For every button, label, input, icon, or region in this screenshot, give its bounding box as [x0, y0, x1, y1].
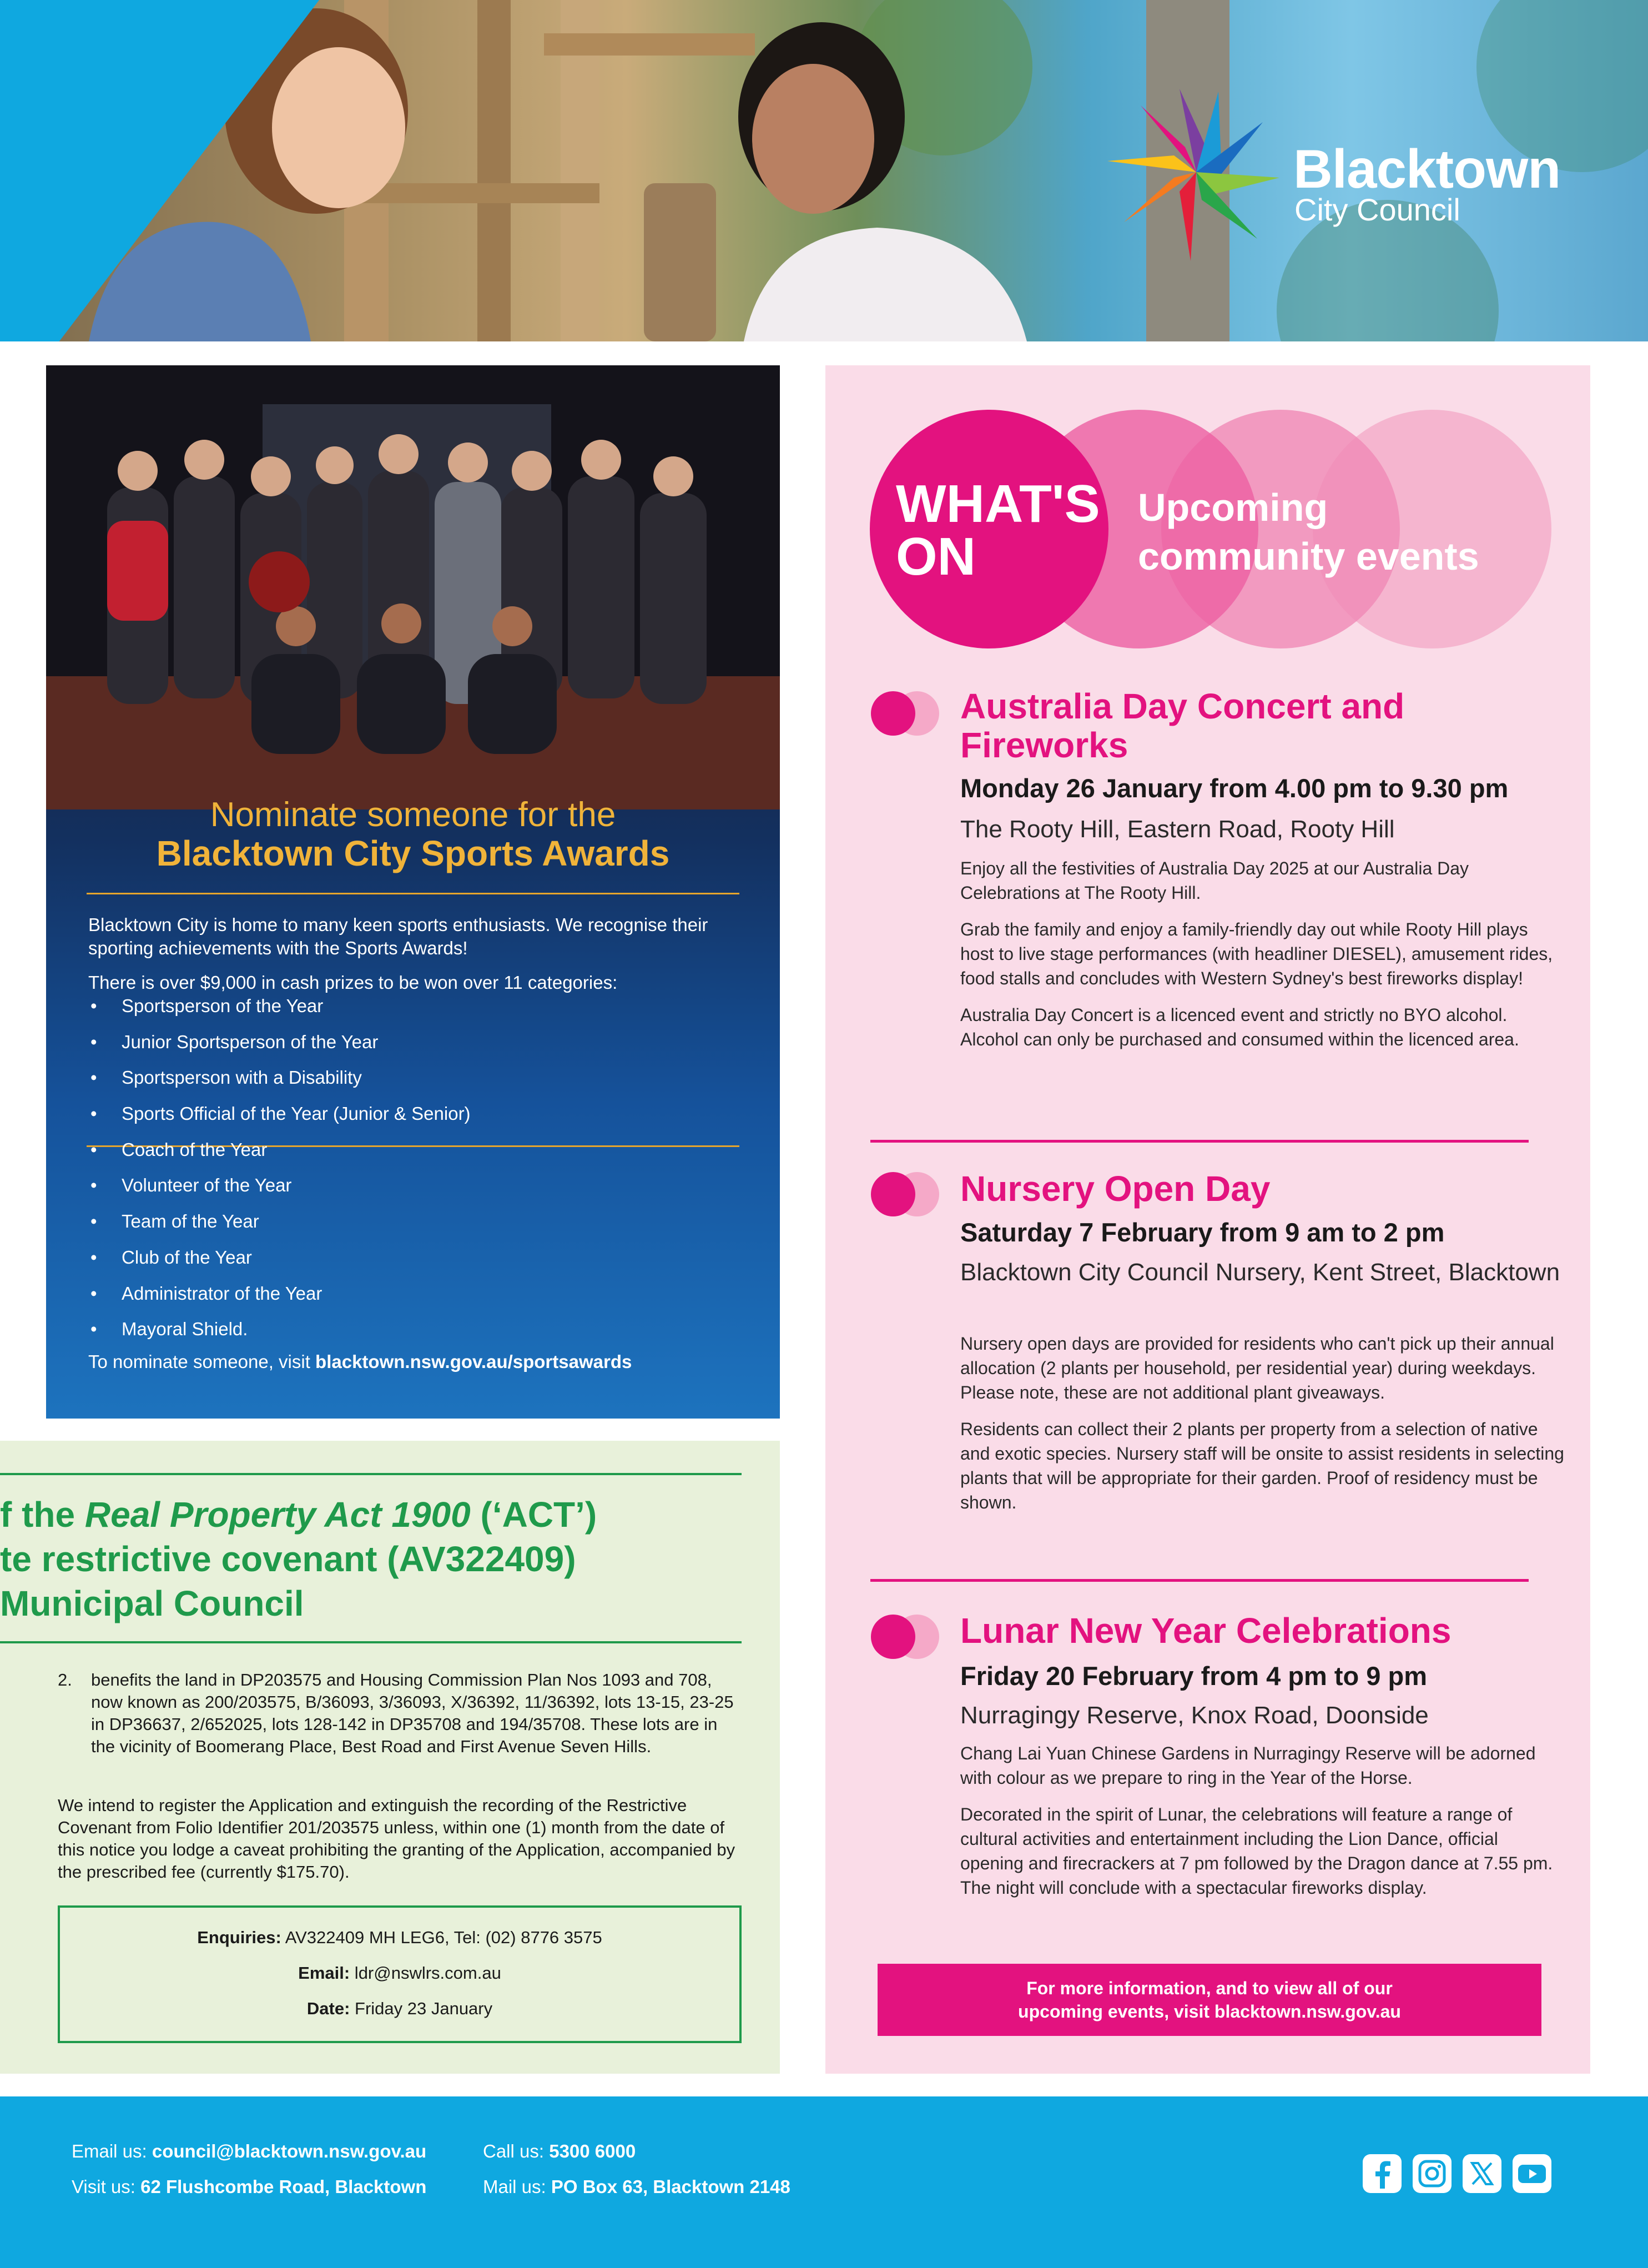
- event-location: Nurragingy Reserve, Knox Road, Doonside: [960, 1702, 1429, 1729]
- event-description: Enjoy all the festivities of Australia Day 2025 at our Australia Day Celebrations at The Rooty Hill. Grab the family and enjoy a family-friendly day out while Rooty Hill plays host to live stage performances (with headliner DIESEL), amusement rides, food stalls and concludes with Western Sydney's best fireworks display! Australia Day Concert is a licenced event and strictly no BYO alcohol. Alcohol can only be purchased and consumed within the licenced area.: [960, 858, 1553, 1049]
- event-date-time: Saturday 7 February from 9 am to 2 pm: [960, 1218, 1445, 1247]
- sports-prizes: There is over $9,000 in cash prizes to be won over 11 categories:: [88, 972, 618, 993]
- list-item: • Sports Official of the Year (Junior & Senior): [88, 1102, 743, 1138]
- blue-corner-shape: [0, 0, 322, 341]
- event-location: Blacktown City Council Nursery, Kent Street, Blacktown: [960, 1259, 1560, 1286]
- legal-bottom-rule: [0, 1641, 742, 1643]
- more-info-link[interactable]: upcoming events, visit blacktown.nsw.gov.au: [1018, 2002, 1401, 2021]
- instagram-icon[interactable]: [1413, 2154, 1452, 2193]
- sports-nominate-prefix: To nominate someone, visit: [88, 1351, 316, 1372]
- legal-title-line2: te restrictive covenant (AV322409): [0, 1539, 576, 1579]
- logo-subtitle: City Council: [1294, 192, 1460, 227]
- list-item: • Sportsperson with a Disability: [88, 1066, 743, 1102]
- list-item: • Mayoral Shield.: [88, 1317, 743, 1354]
- legal-item-number: 2.: [58, 1670, 72, 1689]
- list-item: • Club of the Year: [88, 1246, 743, 1282]
- logo-wordmark: Blacktown: [1293, 138, 1561, 199]
- event-divider: [870, 1579, 1529, 1582]
- legal-enquiries: Enquiries: AV322409 MH LEG6, Tel: (02) 8776 3575: [197, 1928, 602, 1947]
- event-divider: [870, 1140, 1529, 1143]
- event-date-time: Monday 26 January from 4.00 pm to 9.30 pm: [960, 773, 1509, 803]
- footer-email-link[interactable]: council@blacktown.nsw.gov.au: [152, 2141, 427, 2161]
- footer-mail: Mail us: PO Box 63, Blacktown 2148: [483, 2176, 790, 2197]
- footer-phone-link[interactable]: 5300 6000: [549, 2141, 636, 2161]
- event-bullet-icon: [870, 1612, 942, 1662]
- list-item: • Team of the Year: [88, 1210, 743, 1246]
- sports-nominate: [88, 1350, 743, 1374]
- more-info-banner[interactable]: For more information, and to view all of our upcoming events, visit blacktown.nsw.gov.au: [878, 1964, 1541, 2036]
- legal-numbered-item: [58, 1669, 746, 1758]
- event-title: Nursery Open Day: [960, 1169, 1271, 1209]
- sports-categories-list: [88, 994, 743, 1354]
- legal-title-line1: f the Real Property Act 1900 (‘ACT’): [0, 1495, 597, 1535]
- legal-email: Email: ldr@nswlrs.com.au: [298, 1963, 501, 1983]
- footer-visit: Visit us: 62 Flushcombe Road, Blacktown: [72, 2176, 427, 2197]
- event-description: Nursery open days are provided for residents who can't pick up their annual allocation (2 plants per household, per residential year) during weekdays. Please note, these are not additional plant giveaways. Residents can collect their 2 plants per property from a selection of native and exotic species. Nursery staff will be onsite to assist residents in selecting plants that will be appropriate for their garden. Proof of residency must be shown.: [960, 1334, 1564, 1512]
- sports-heading-line2: Blacktown City Sports Awards: [156, 833, 670, 873]
- legal-contact-box: [58, 1905, 742, 2043]
- event-title: Lunar New Year Celebrations: [960, 1611, 1452, 1651]
- sports-awards-link[interactable]: blacktown.nsw.gov.au/sportsawards: [315, 1351, 632, 1372]
- footer-call: Call us: 5300 6000: [483, 2141, 636, 2161]
- facebook-icon[interactable]: [1363, 2154, 1402, 2193]
- sports-awards-group-photo: [46, 365, 780, 809]
- event-date-time: Friday 20 February from 4 pm to 9 pm: [960, 1661, 1427, 1691]
- event-bullet-icon: [870, 1169, 942, 1219]
- list-item: • Junior Sportsperson of the Year: [88, 1030, 743, 1067]
- legal-item-text: benefits the land in DP203575 and Housing Commission Plan Nos 1093 and 708, now known as 200/203575, B/36093, 3/36093, X/36392, 11/36392, lots 13-15, 23-25 in DP36637, 2/652025, lots 128-142 in DP35708 and 194/35708. These lots are in the vicinity of Boomerang Place, Best Road and First Avenue Seven Hills.: [91, 1670, 734, 1756]
- list-item: • Administrator of the Year: [88, 1282, 743, 1318]
- whats-on-heading: WHAT'S ON: [896, 474, 1100, 586]
- list-item: • Sportsperson of the Year: [88, 994, 743, 1030]
- footer-email: Email us: council@blacktown.nsw.gov.au: [72, 2141, 427, 2161]
- youtube-icon[interactable]: [1513, 2154, 1551, 2193]
- upcoming-events-heading: Upcoming community events: [1138, 486, 1479, 578]
- legal-date: Date: Friday 23 January: [306, 1999, 493, 2018]
- hero-banner: [0, 0, 1648, 341]
- list-item: • Volunteer of the Year: [88, 1174, 743, 1210]
- event-description: Chang Lai Yuan Chinese Gardens in Nurragingy Reserve will be adorned with colour as we prepare to ring in the Year of the Horse. Decorated in the spirit of Lunar, the celebrations will feature a range of cultural activities and entertainment including the Lion Dance, official opening and firecrackers at 7 pm followed by the Dragon dance at 7.55 pm. The night will conclude with a spectacular fireworks display.: [960, 1743, 1553, 1898]
- sports-intro: Blacktown City is home to many keen sports enthusiasts. We recognise their sporting achievements with the Sports Awards!: [88, 914, 708, 958]
- event-location: The Rooty Hill, Eastern Road, Rooty Hill: [960, 816, 1395, 843]
- sports-body: [88, 913, 743, 1385]
- legal-email-link[interactable]: ldr@nswlrs.com.au: [350, 1963, 501, 1983]
- event-title: Australia Day Concert and Fireworks: [960, 686, 1405, 765]
- legal-top-rule: [0, 1473, 742, 1475]
- legal-title-line3: Municipal Council: [0, 1583, 304, 1623]
- event-bullet-icon: [870, 688, 942, 738]
- x-icon[interactable]: [1463, 2154, 1501, 2193]
- legal-paragraph: We intend to register the Application and extinguish the recording of the Restrictive Covenant from Folio Identifier 201/203575 unless, within one (1) month from the date of this notice you lodge a caveat prohibiting the granting of the Application, accompanied by the prescribed fee (currently $175.70).: [58, 1796, 735, 1882]
- sports-heading-line1: Nominate someone for the: [210, 796, 616, 834]
- list-item: • Coach of the Year: [88, 1138, 743, 1174]
- legal-title: [0, 1492, 597, 1626]
- sports-bottom-rule: [87, 893, 739, 894]
